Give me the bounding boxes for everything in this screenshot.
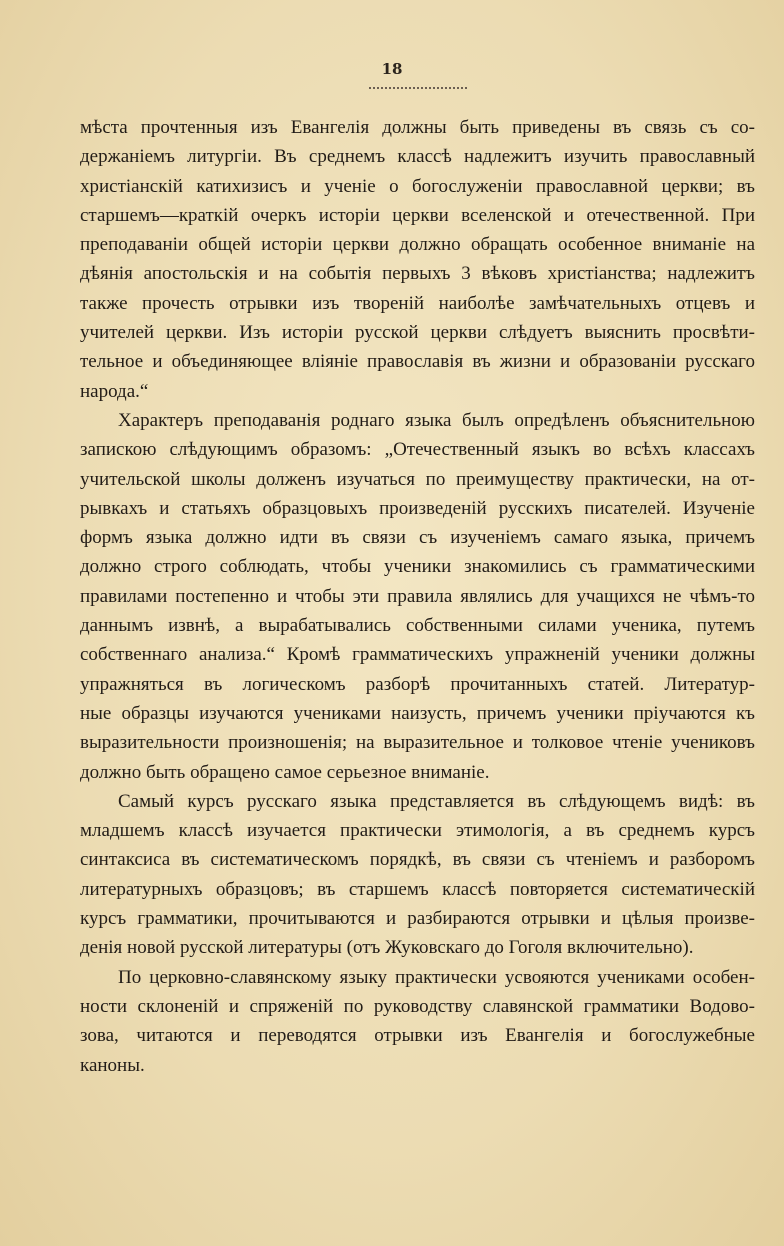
text-line: тельное и объединяющее вліяніе православія въ жизни и образованіи русскаго [80,351,755,373]
text-line: держаніемъ литургіи. Въ среднемъ классѣ надлежитъ изучить православный [80,146,755,168]
paragraph [80,787,755,963]
text-line: запискою слѣдующимъ образомъ: „Отечественный языкъ во всѣхъ классахъ [80,439,755,461]
text-line: Самый курсъ русскаго языка представляется въ слѣдующемъ видѣ: въ [118,790,755,812]
text-line: синтаксиса въ систематическомъ порядкѣ, въ связи съ чтеніемъ и разборомъ [80,849,755,871]
text-line: также прочесть отрывки изъ твореній наиболѣе замѣчательныхъ отцевъ и [80,292,755,314]
text-line: рывкахъ и статьяхъ образцовыхъ произведеній русскихъ писателей. Изученіе [80,497,755,519]
text-line: упражняться въ логическомъ разборѣ прочитанныхъ статей. Литератур- [80,673,755,695]
text-line: выразительности произношенія; на выразительное и толковое чтеніе учениковъ [80,732,755,754]
text-line: старшемъ—краткій очеркъ исторіи церкви вселенской и отечественной. При [80,204,755,226]
text-line: правилами постепенно и чтобы эти правила являлись для учащихся не чѣмъ-то [80,585,755,607]
text-line: мѣста прочтенныя изъ Евангелія должны быть приведены въ связь съ со- [80,117,755,138]
text-line: младшемъ классѣ изучается практически этимологія, а въ среднемъ курсъ [80,820,755,842]
paragraph [80,963,755,1080]
text-line: должно строго соблюдать, чтобы ученики знакомились съ грамматическими [80,556,755,578]
text-line: По церковно-славянскому языку практически усвояются учениками особен- [118,966,755,988]
header-rule [369,87,467,89]
text-line: христіанскій катихизисъ и ученіе о богослуженіи православной церкви; въ [80,175,755,197]
text-line: преподаваніи общей исторіи церкви должно обращать особенное вниманіе на [80,234,755,256]
text-line: дѣянія апостольскія и на событія первыхъ 3 вѣковъ христіанства; надлежитъ [80,263,755,285]
text-line: денія новой русской литературы (отъ Жуковскаго до Гоголя включительно). [80,937,694,959]
text-line: учителей церкви. Изъ исторіи русской церкви слѣдуетъ выяснить просвѣти- [80,322,755,344]
text-line: ности склоненій и спряженій по руководству славянской грамматики Водово- [80,995,755,1017]
paragraph [80,113,755,406]
text-line: даннымъ извнѣ, а вырабатывались собственными силами ученика, путемъ [80,615,755,637]
text-line: курсъ грамматики, прочитываются и разбираются отрывки и цѣлыя произве- [80,908,755,930]
text-line: каноны. [80,1054,145,1076]
text-line: Характеръ преподаванія роднаго языка былъ опредѣленъ объяснительною [118,409,755,431]
text-line: литературныхъ образцовъ; въ старшемъ классѣ повторяется систематическій [80,878,755,900]
text-line: народа.“ [80,380,149,402]
text-line: учительской школы долженъ изучаться по преимуществу практически, на от- [80,468,755,490]
text-line: формъ языка должно идти въ связи съ изученіемъ самаго языка, причемъ [80,527,755,549]
page-number: 18 [381,60,403,78]
paragraph [80,406,755,787]
text-line: собственнаго анализа.“ Кромѣ грамматическихъ упражненій ученики должны [80,644,755,666]
text-line: ные образцы изучаются учениками наизусть, причемъ ученики пріучаются къ [80,702,755,724]
text-line: зова, читаются и переводятся отрывки изъ Евангелія и богослужебные [80,1025,755,1047]
text-line: должно быть обращено самое серьезное вниманіе. [80,761,490,783]
body-text [80,113,755,1080]
